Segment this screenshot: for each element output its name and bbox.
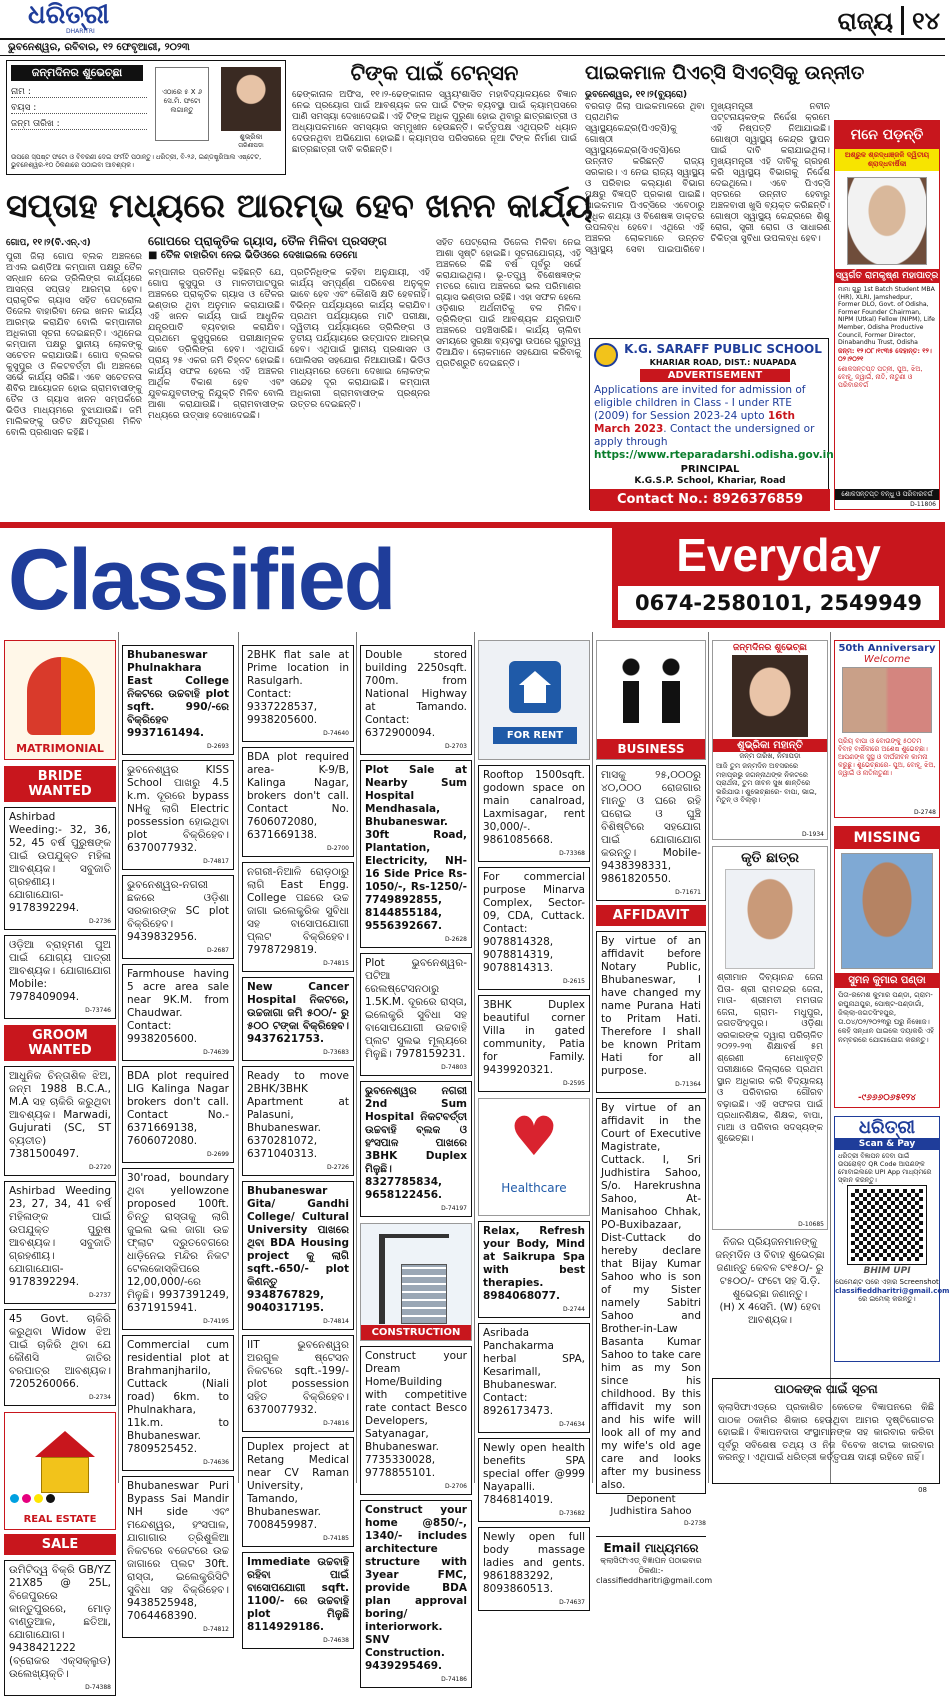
story-tink bbox=[292, 60, 577, 180]
classified-ad bbox=[4, 935, 116, 1019]
scan-mail-post: ରେ ଇମେଲ୍ କରନ୍ତୁ। bbox=[858, 1295, 916, 1303]
kuti-photo bbox=[725, 869, 815, 969]
anniversary-title: 50th Anniversary bbox=[838, 643, 936, 654]
scan-title: Scan & Pay bbox=[835, 1138, 939, 1150]
classified-ad-code: D-71671 bbox=[675, 889, 701, 896]
anniversary-code: D-2748 bbox=[913, 809, 936, 816]
classified-ad-code: D-74186 bbox=[441, 1676, 467, 1683]
column-rule bbox=[238, 632, 239, 1483]
classified-ad-text: Rooftop 1500sqft. godown space on main canalroad, Laxmisagar, rent 30,000/-. 9861085668. bbox=[483, 769, 585, 846]
classified-banner bbox=[0, 518, 945, 630]
email-title: Email ମାଧ୍ୟମରେ bbox=[603, 1541, 699, 1555]
classified-col5 bbox=[478, 640, 590, 1606]
classified-ad-text: 3BHK Duplex beautiful corner Villa in gated community, Patia for Family. 9439920321. bbox=[483, 999, 585, 1076]
obituary-dates: ଜନ୍ମ: ୧୨।୦୮।୧୯୩୫ ଦେହାନ୍ତ: ୧୨।୦୨।୨୦୨୧ bbox=[838, 347, 932, 363]
birthday-form bbox=[6, 60, 286, 175]
classified-ad bbox=[122, 1168, 234, 1330]
classified-ad bbox=[360, 1346, 472, 1495]
school-address: KHARIAR ROAD, DIST.: NUAPADA bbox=[649, 358, 797, 367]
classified-ad-code: D-2726 bbox=[326, 1164, 349, 1171]
logo-text: ଧରିତ୍ରୀ bbox=[28, 0, 110, 30]
classified-ad-text: 30'road, boundary ଥିବା yellowzone proposed 100ft. ଚିନ୍ତୁ ରାସ୍ତାକୁ ଲାଗି ଜୁଇଲ ଭଲ ଜାଗା ଉଚ୍ଚ ଫ୍ଲାଟ ଦ୍ରୁତବେଗରେ ଧାଡ଼ିନେଇ ମନ୍ଦିର ନିକଟ ଟେଲକୋସ୍କିପରେ 12,00,000/-ରେ ମିଳୁଛି। 9937391249, 6371915941. bbox=[127, 1172, 229, 1314]
deponent-label: Deponent bbox=[626, 1494, 676, 1505]
classified-ad-code: D-74803 bbox=[441, 1064, 467, 1071]
bday-text: ଆଜି ତୁମ ଜନ୍ମଦିନ ଅବସରରେ ମହାପ୍ରଭୁ ଜଗନ୍ନାଥଙ୍କ ନିକଟରେ ପ୍ରାର୍ଥନା, ତୁମ ଜୀବନ ସୁଖ ଶାନ୍ତିରେ ଭରିଯାଉ। ଶୁଭେଚ୍ଛାରେ- ବାପା, ଭାଇ, ମିତୁନ୍‌ ଓ ବିଲ୍ଲୁ। bbox=[716, 762, 817, 804]
classified-ad-text: New Cancer Hospital ନିକଟରେ, ଉଚ୍ଚଜାଗା ଜମି ୫୦୦/- ରୁ ୫୦୦ ଟଙ୍କା ବିକ୍ରିହେବ। 9437621753. bbox=[247, 981, 349, 1045]
masthead bbox=[0, 0, 945, 38]
classified-ad bbox=[360, 1500, 472, 1688]
classified-ad-text: ଓଡ଼ିଆ ବ୍ରାହ୍ମଣ ପୁଅ ପାଇଁ ଯୋଗ୍ୟ ପାତ୍ରୀ ଆବଶ୍ୟକ। ଯୋଗାଯୋଗ Mobile: 7978409094. bbox=[9, 939, 111, 1003]
col3-ads bbox=[242, 645, 354, 1649]
classified-ad bbox=[122, 645, 234, 755]
classified-ad-text: IIT ଭୁବନେଶ୍ୱର ଅରଗୁଳ ଷ୍ଟେସନ ନିକଟରେ sqft.-199/- plot possession ସହିତ ବିକ୍ରିହେବ। 6370077932. bbox=[247, 1339, 349, 1416]
sale-header: SALE bbox=[4, 1534, 116, 1555]
classified-ad bbox=[4, 807, 116, 930]
obituary-details: ମାମା ଗୁରୁ 1st Batch Student MBA (HR), XLRI, Jamshedpur, Former DLO, Govt. of Odisha, Former Founder Chairman, NIPM (Utkal) Fellow (NIPM), Life Member, Odisha Productive Council, Former Director, Dinabandhu Trust, Odisha bbox=[838, 286, 935, 347]
school-ad-deadline: 16th March 2023 bbox=[594, 410, 795, 435]
sample-photo-sub: ତାରିଣୀପଡା bbox=[238, 142, 264, 149]
school-ad-url[interactable]: https://www.rteparadarshi.odisha.gov.in bbox=[594, 449, 834, 461]
reg-dot bbox=[10, 1494, 19, 1503]
business-woman-icon bbox=[659, 657, 683, 723]
couple-icon bbox=[27, 657, 95, 735]
story-paikamal-dateline: ଭୁବନେଶ୍ୱର, ୧୧।୨(ବ୍ୟୁରୋ) bbox=[585, 90, 688, 100]
col4-ads-top bbox=[360, 645, 472, 1217]
classified-ad bbox=[478, 1221, 590, 1318]
classified-ad-text: Plot Sale at Nearby Sum Hospital Mendhasala, Bhubaneswar. 30ft Road, Plantation, Electricity, NH-16 Side Price Rs-1050/-, Rs-1250/- 7749892855, 8144855184, 9556392667. bbox=[365, 764, 467, 932]
missing-phone: -୯୬୬୬୦୬୫୧୨୪ bbox=[858, 1093, 916, 1103]
classified-ad bbox=[360, 760, 472, 948]
sample-photo bbox=[221, 67, 281, 131]
classified-ad-code: D-2734 bbox=[88, 1394, 111, 1401]
story-paikamal-headline: ପାଇକମାଳ ପିଏଚ୍‌ସି ସିଏଚ୍‌ସିକୁ ଉନ୍ନୀତ bbox=[585, 62, 865, 84]
classified-ad bbox=[478, 867, 590, 990]
classified-ad bbox=[4, 1309, 116, 1406]
classified-ad-text: ଭୁବନେଶ୍ୱର ନଗରୀ 2nd Sum Hospital ନିକଟବର୍ତ୍ତୀ ଉଚ୍ଚବାହି ବ୍ଲକ ଓ ହଂସପାଳ ପାଖରେ 3BHK Duplex ମିଳୁଛି। 8327785834, 9658122456. bbox=[365, 1085, 467, 1201]
bday-name: ଶୁଭ୍ରିକା ମହାନ୍ତି bbox=[713, 739, 827, 752]
birthday-field-name: ନାମ : bbox=[11, 87, 147, 98]
classified-ad bbox=[242, 1066, 354, 1176]
classified-ad bbox=[242, 1181, 354, 1330]
sale-ads bbox=[4, 1560, 116, 1696]
matrimonial-graphic bbox=[4, 640, 116, 760]
kuti-code: D-10685 bbox=[798, 1221, 824, 1228]
page-number: ୧୪ bbox=[912, 5, 940, 35]
classified-ad-code: D-74639 bbox=[203, 1049, 229, 1056]
classified-ad-code: D-74185 bbox=[323, 1535, 349, 1542]
column-rule bbox=[356, 632, 357, 1483]
classified-ad bbox=[242, 862, 354, 972]
classified-col4 bbox=[360, 640, 472, 1683]
banner-classified: Classified bbox=[8, 532, 395, 628]
bday-sub: ଜନ୍ମ ତାରିଖ, ନିମାପଡ଼ା bbox=[739, 752, 801, 760]
crane-icon bbox=[379, 1234, 385, 1324]
classified-ad-text: Bhubaneswar Gita/ Gandhi College/ Cultural University ପାଖରେ ଥିବା BDA Housing project କୁ ଲାଗି sqft.-650/- plot କିଣନ୍ତୁ 9348767829, 9040317195. bbox=[247, 1185, 349, 1314]
classified-ad-code: D-74636 bbox=[203, 1459, 229, 1466]
school-emblem bbox=[594, 343, 618, 367]
classified-ad-text: Double stored building 2250sqft. 700m. from National Highway at Tamando. Contact: 6372900094. bbox=[365, 649, 467, 739]
classified-ad-text: Farmhouse having 5 acre area sale near 9K.M. from Chaudwar. Contact: 9938205600. bbox=[127, 968, 229, 1045]
bride-wanted-header: BRIDE WANTED bbox=[4, 766, 116, 802]
classified-ad-code: D-2615 bbox=[562, 978, 585, 985]
bday-title: ଜନ୍ମଦିନର ଶୁଭେଚ୍ଛା bbox=[733, 643, 807, 653]
house-rent-body bbox=[524, 685, 546, 703]
classified-ad-code: D-73682 bbox=[559, 1510, 585, 1517]
email-block bbox=[596, 1536, 713, 1585]
classified-ad-text: ମାସକୁ ୨୫,୦୦୦ରୁ ୪୦,୦୦୦ ରୋଜଗାର ମାନ୍ତୁ ଓ ଘରେ ରହି ଘରୋଇ ଓ ଘୁଞ୍ଚି ବିଶିଷ୍ଟିରେ ସହଯୋଗ ପାଇଁ ଯୋଗାଯୋଗ କରନ୍ତୁ। Mobile- 9438398331, 9861820550. bbox=[601, 769, 701, 885]
deponent-code: D-2738 bbox=[683, 1520, 706, 1527]
classified-ad-code: D-2744 bbox=[562, 1306, 585, 1313]
matrimonial-label: MATRIMONIAL bbox=[16, 742, 104, 755]
main-story-headline: ସପ୍ତାହ ମଧ୍ୟରେ ଆରମ୍ଭ ହେବ ଖନନ କାର୍ଯ୍ୟ bbox=[6, 186, 593, 225]
bday-code: D-1934 bbox=[801, 831, 824, 838]
classified-ad bbox=[360, 953, 472, 1076]
school-ad-contact: Contact No.: 8926376859 bbox=[590, 489, 830, 511]
scan-pay-box bbox=[834, 1116, 949, 1362]
classified-ad-code: D-74634 bbox=[559, 1421, 585, 1428]
obituary-family: ଶୋକସନ୍ତପ୍ତ ପତ୍ନୀ, ପୁଅ, ଝିଅ, ବୋହୂ, ଜ୍ୱାଇଁ, ନାତି, ନାତୁଣୀ ଓ ପରିବାରବର୍ଗ bbox=[838, 365, 923, 389]
classified-ad bbox=[122, 1066, 234, 1163]
classified-ad bbox=[596, 765, 706, 901]
classified-ad-text: Newly open health benefits SPA special offer @999 Nayapalli. 7846814019. bbox=[483, 1442, 585, 1506]
obituary-name: ସ୍ୱର୍ଗତ ରାମକୃଷ୍ଣ ମହାପାତ୍ର bbox=[835, 271, 939, 281]
school-ad-heading: ADVERTISEMENT bbox=[640, 369, 790, 382]
classified-ad bbox=[4, 1181, 116, 1304]
main-story-col1: ପୁରୀ ଜିଲା ଗୋପ ବ୍ଲକ ଅଞ୍ଚଳରେ ଅଏଲ ଇଣ୍ଡିଆ କମ୍ପାନୀ ପକ୍ଷରୁ ତୈଳ ସନ୍ଧାନ ନେଇ ଡ୍ରିଲିଙ୍ଗ କାର୍ଯ୍ୟରେ ଆସନ୍ତା ସପ୍ତାହ ଆରମ୍ଭ ହେବ। ପ୍ରାକୃତିକ ଗ୍ୟାସ ସହିତ ପେଟ୍ରୋଲ ଡିଜେଲ ବାହାରିବା ନେଇ ଖନନ କାର୍ଯ୍ୟ ଆରମ୍ଭ କରାଯିବ ବୋଲି କମ୍ପାନୀର ଅଧିକାରୀ ସୂଚନା ଦେଇଛନ୍ତି। ଏଥିନେଇ କମ୍ପାନୀ ପକ୍ଷରୁ ସ୍ଥାନୀୟ ଲୋକଙ୍କୁ ସଚେତନ କରାଯାଉଛି। ଗୋପ ବ୍ଲକର କୁସୁପୁର ଓ ନିକଟବର୍ତ୍ତୀ ଗାଁ ଅଞ୍ଚଳରେ ସର୍ଭେ କାର୍ଯ୍ୟ ସରିଛି। ଏବେ ସଚେତନତା ଶିବିର ଆୟୋଜନ ହୋଇ ଗ୍ରାମବାସୀଙ୍କୁ ତୈଳ ଓ ଗ୍ୟାସ ଖନନ ସମ୍ପର୍କରେ ଭିଡିଓ ମାଧ୍ୟମରେ ବୁଝାଯାଉଛି। ଜମି ମାଲିକଙ୍କୁ ଉଚିତ କ୍ଷତିପୂରଣ ମିଳିବ ବୋଲି ପ୍ରଶାସନ କହିଛି। bbox=[6, 252, 142, 438]
banner-phones: 0674-2580101, 2549949 bbox=[618, 586, 939, 620]
classified-ad-code: D-2706 bbox=[444, 1483, 467, 1490]
for-rent-graphic bbox=[478, 640, 590, 760]
classified-ad-code: D-2703 bbox=[444, 743, 467, 750]
upi-logo: BHIM UPI bbox=[863, 1266, 911, 1276]
business-man-icon bbox=[619, 657, 643, 723]
classified-ad bbox=[122, 875, 234, 959]
heart-icon: ♥ bbox=[509, 1105, 559, 1168]
main-story-col4: ସହିତ ପେଟ୍ରୋଲ ଡିଜେଲ ମିଳିବା ନେଇ ଆଶା ସୃଷ୍ଟି ହୋଇଛି। ସୂଚନାଯୋଗ୍ୟ, ଏହି ଅଞ୍ଚଳରେ କିଛି ବର୍ଷ ପୂର୍ବରୁ ସର୍ଭେ କରାଯାଇଥିଲା। ଭୂ-ତତ୍ତ୍ୱ ବିଶେଷଜ୍ଞଙ୍କ ମତରେ ଗୋପ ଅଞ୍ଚଳରେ ଭଲ ପରିମାଣର ଗ୍ୟାସ ଭଣ୍ଡାର ରହିଛି। ଏହା ସଫଳ ହେଲେ ଓଡ଼ିଶାର ଅର୍ଥନୀତିକୁ ବଳ ମିଳିବ। ଡ୍ରିଲିଙ୍ଗ ପାଇଁ ଆବଶ୍ୟକ ଯନ୍ତ୍ରପାତି ଅଞ୍ଚଳରେ ପହଞ୍ଚିସାରିଛି। କାର୍ଯ୍ୟ ଚାଲିବା ସମୟରେ ସୁରକ୍ଷା ବ୍ୟବସ୍ଥା ଉପରେ ଗୁରୁତ୍ୱ ଦିଆଯିବ। ଲୋକମାନେ ସହଯୋଗ କରିବାକୁ ପ୍ରତିଶ୍ରୁତି ଦେଇଛନ୍ତି। bbox=[436, 238, 581, 369]
classified-ad-text: By virtue of an affidavit in the Court of Executive Magistrate, Cuttack. I, Sri Judhistira Sahoo, S/o. Harekrushna Sahoo, At-Manisahoo Chhak, PO-Buxibazaar, Dist-Cuttack do hereby declare that Bijay Kumar Sahoo who is son of my Sister namely Sabitri Sahoo and Brother-in-Law Basanta Kumar Sahoo to take care him as my Son since his childhood. By this affidavit my son and his wife will look all of my and my wife's old age care and looks after my business also. bbox=[601, 1102, 701, 1491]
classified-ad bbox=[4, 1560, 116, 1696]
classified-ad bbox=[478, 995, 590, 1092]
classified-ad-code: D-2736 bbox=[88, 918, 111, 925]
classified-ad-code: D-74817 bbox=[203, 858, 229, 865]
classified-ad-text: 2BHK flat sale at Prime location in Rasulgarh. Contact: 9337228537, 9938205600. bbox=[247, 649, 349, 726]
obituary-title: ମନେ ପଡ଼ନ୍ତି bbox=[835, 121, 939, 149]
section-name: ରାଜ୍ୟ bbox=[838, 6, 904, 35]
real-estate-graphic bbox=[4, 1412, 116, 1530]
classified-ad-code: D-74815 bbox=[323, 960, 349, 967]
classified-ad-code: D-74814 bbox=[323, 1318, 349, 1325]
kuti-text: ଶ୍ରୀମାନ ଦିବ୍ୟାନନ୍ଦ ଜେନା ପିତା- ଶ୍ରୀ ରାମଚନ୍ଦ୍ର ଜେନା, ମାତା- ଶ୍ରୀମତୀ ମମତାଜ ଜେନା, ଗ୍ରାମ- ମଧୁପୁର, ଜଗତସିଂହପୁର। ଓଡ଼ିଶା ସରକାରଙ୍କ ଦ୍ୱାରା ପରିଚାଳିତ ୨୦୨୨-୨୩ ଶିକ୍ଷାବର୍ଷ ୫ମ ଶ୍ରେଣୀ ମେଧାବୃତ୍ତି ପରୀକ୍ଷାରେ ଜିଲ୍ଲାରେ ପ୍ରଥମ ସ୍ଥାନ ଅଧିକାର କରି ବିଦ୍ୟାଳୟ ଓ ପରିବାରର ଗୌରବ ବଢ଼ାଇଛି। ଏହି ସଫଳତା ପାଇଁ ପ୍ରଧାନଶିକ୍ଷକ, ଶିକ୍ଷକ, ବାପା, ମାଆ ଓ ପରିବାର ସଦସ୍ୟଙ୍କ ଶୁଭେଚ୍ଛା। bbox=[717, 973, 823, 1144]
classified-ad-text: Asribada Panchakarma herbal SPA, Kesarimall, Bhubaneswar. Contact: 8926173473. bbox=[483, 1327, 585, 1417]
missing-photo bbox=[841, 853, 933, 969]
dateline: ଭୁବନେଶ୍ୱର, ରବିବାର, ୧୨ ଫେବୃଆରୀ, ୨୦୨୩ bbox=[8, 42, 190, 53]
classified-ad-text: Newly open full body massage ladies and gents. 9861883292, 8093860513. bbox=[483, 1531, 585, 1595]
groom-wanted-header: GROOM WANTED bbox=[4, 1025, 116, 1061]
classified-ad bbox=[360, 1081, 472, 1217]
classified-ad bbox=[4, 1066, 116, 1176]
healthcare-label: Healthcare bbox=[501, 1181, 567, 1195]
bday-photo bbox=[732, 655, 808, 737]
page-code: 08 bbox=[918, 1486, 927, 1494]
house-icon bbox=[35, 1431, 95, 1457]
masthead-logo bbox=[28, 2, 138, 36]
qr-code[interactable] bbox=[848, 1186, 926, 1264]
classified-ad-code: D-2693 bbox=[206, 743, 229, 750]
classified-ad-text: BDA plot required LIG Kalinga Nagar brokers don't call. Contact No.- 6371669138, 7606072080. bbox=[127, 1070, 229, 1147]
classified-ad-code: D-74812 bbox=[203, 1626, 229, 1633]
logo-subtext: DHARITRI bbox=[66, 28, 95, 35]
classified-ad-text: Immediate ଉଚ୍ଚବାହି ରହିବା ପାଇଁ ବାସୋପଯୋଗୀ sqft. 1100/- ରେ ଉଚ୍ଚବାହି plot ମିଳୁଛି 8114929186. bbox=[247, 1556, 349, 1633]
anniversary-text: ପ୍ରିୟ ବାପା ଓ ବୋଉଙ୍କୁ ୫୦ତମ ବିବାହ ବାର୍ଷିକୀରେ ଅଶେଷ ଶୁଭେଚ୍ଛା। ଆପଣଙ୍କ ସୁସ୍ଥ ଓ ଦୀର୍ଘଜୀବନ କାମନା କରୁଛୁ। ଶୁଭେଚ୍ଛାରେ- ପୁଅ, ବୋହୂ, ଝିଅ, ଜ୍ୱାଇଁ ଓ ନାତିନାତୁଣୀ। bbox=[838, 737, 936, 777]
classified-ad-code: D-74638 bbox=[323, 1637, 349, 1644]
classified-col8 bbox=[834, 640, 949, 1380]
school-ad-principal: PRINCIPAL bbox=[680, 464, 740, 475]
birthday-field-dob: ଜନ୍ମ ତାରିଖ : bbox=[11, 119, 147, 130]
rent-ads bbox=[478, 765, 590, 1092]
classified-ad bbox=[596, 1098, 706, 1494]
photo-placeholder: ଏଠାରେ ୫ X ୬ ସେ.ମି. ଫଟୋ ଲଗାନ୍ତୁ bbox=[155, 67, 209, 141]
classified-ad-text: Relax, Refresh your Body, Mind at Saikrupa Spa with best therapies. 8984068077. bbox=[483, 1225, 585, 1302]
business-ads bbox=[596, 765, 706, 901]
health-ads bbox=[478, 1221, 590, 1611]
missing-title: MISSING bbox=[835, 827, 939, 849]
scan-mail[interactable]: classifieddharitri@gmail.com bbox=[835, 1287, 949, 1295]
classified-ad-code: D-2700 bbox=[326, 845, 349, 852]
classified-ad-text: For commercial purpose Minarva Complex, Sector-09, CDA, Cuttack. Contact: 9078814328, 9078814319, 9078814313. bbox=[483, 871, 585, 974]
footer-registration bbox=[10, 1488, 930, 1498]
school-name: K.G. SARAFF PUBLIC SCHOOL bbox=[624, 342, 822, 356]
missing-name: ସୁମନ କୁମାର ପଣ୍ଡା bbox=[835, 973, 939, 988]
classified-ad-code: D-2595 bbox=[562, 1080, 585, 1087]
classified-col3 bbox=[242, 640, 354, 1644]
house-rent-roof bbox=[519, 671, 551, 685]
classified-ad-text: Ashirbad Weeding:- 32, 36, 52, 45 ବର୍ଷ ପୁରୁଷଙ୍କ ପାଇଁ ଉପଯୁକ୍ତ ମହିଳା ଆବଶ୍ୟକ। ସବୁଜାତି ଗ୍ରହଣୀୟ। ଯୋଗାଯୋଗ- 9178392294. bbox=[9, 811, 111, 914]
banner-everyday: Everyday bbox=[676, 529, 881, 581]
obituary-subtitle: ଅଶ୍ରୁଳ ଶ୍ରଦ୍ଧାଞ୍ଜଳି ଦ୍ୱିତୀୟ ଶ୍ରାଦ୍ଧବାର୍ଷିକୀ bbox=[835, 149, 939, 171]
reader-notice-body: କ୍ଲାସିଫାଏଡ୍‌ରେ ପ୍ରକାଶିତ କେତେକ ବିଜ୍ଞାପନରେ କିଛି ପାଠକ ଠକାମିର ଶିକାର ହେଉଥିବା ଆମର ଦୃଷ୍ଟିଗୋଚର ହୋଇଛି। ବିଜ୍ଞାପନଦାତା ସଂସ୍ଥାମାନଙ୍କ ସହ କାରବାର କରିବା ପୂର୍ବରୁ ସବିଶେଷ ତଥ୍ୟ ଓ ନିଜ ବିବେକ ଖଟାଇ କାରବାର କରନ୍ତୁ। ଏଥିପାଇଁ ଧରିତ୍ରୀ କର୍ତ୍ତୃପକ୍ଷ ଦାୟୀ ରହିବେ ନାହିଁ। bbox=[718, 1402, 934, 1463]
classified-ad-code: D-2628 bbox=[444, 936, 467, 943]
classified-ad-text: Construct your home @850/-, 1340/- includes architecture structure with 3year FMC, provide BDA plan approval boring/ interiorwork. SNV Construction. 9439295469. bbox=[365, 1504, 467, 1672]
school-ad-school: K.G.S.P. School, Khariar, Road bbox=[634, 476, 786, 486]
classified-ad bbox=[478, 1438, 590, 1522]
classified-ad-text: ନଗରୀ-ନିଆଳି ରୋଡ଼ଠାରୁ ଲାଗି East Engg. College ପଛରେ ଉଚ୍ଚ ଜାଗା ଇଲେକ୍ଟ୍ରିକ ସୁବିଧା ସହ ବାସୋପଯୋଗୀ ପ୍ଲଟ ବିକ୍ରିହେବ। 7978729819. bbox=[247, 866, 349, 956]
classified-ad-code: D-73746 bbox=[85, 1007, 111, 1014]
story-paikamal bbox=[585, 60, 865, 335]
classified-col1 bbox=[4, 640, 116, 1691]
main-story-kicker: ଗୋପରେ ପ୍ରାକୃତିକ ଗ୍ୟାସ, ତୈଳ ମିଳିବା ପ୍ରସଙ୍ଗ bbox=[148, 234, 387, 248]
scan-logo: ଧରିତ୍ରୀ bbox=[858, 1117, 916, 1138]
construction-graphic bbox=[360, 1223, 472, 1341]
classified-ad-text: Plot ଭୁବନେଶ୍ୱର- ପଟିଆ ରେଲଷ୍ଟେସନଠାରୁ 1.5K.M. ଦୂରରେ ରାସ୍ତା, ଇଲେକ୍ଟ୍ରି ସୁବିଧା ସହ ବାସୋପଯୋଗୀ ଉଚ୍ଚବାହି ପ୍ଲଟ ସୁଲଭ ମୂଲ୍ୟରେ ମିଳୁଛି। 7978159231. bbox=[365, 957, 467, 1060]
crane-arm bbox=[379, 1234, 449, 1238]
story-paikamal-body: ବରଗଡ଼ ଜିଲା ପାଇକମାଳରେ ଥିବା ପ୍ରାଥମିକ ସ୍ୱାସ୍ଥ୍ୟକେନ୍ଦ୍ର(ପିଏଚ୍‌ସି)କୁ ଗୋଷ୍ଠୀ ସ୍ୱାସ୍ଥ୍ୟକେନ୍ଦ୍ର(ସିଏଚ୍‌ସି)ରେ ଉନ୍ନୀତ କରିଛନ୍ତି ରାଜ୍ୟ ସରକାର। ଏ ନେଇ ରାଜ୍ୟ ସ୍ୱାସ୍ଥ୍ୟ ଓ ପରିବାର କଲ୍ୟାଣ ବିଭାଗ ପକ୍ଷରୁ ବିଜ୍ଞପ୍ତି ପ୍ରକାଶ ପାଇଛି। ପାଇକମାଳ ପିଏଚ୍‌ସିରେ ଏବେଠାରୁ ଅଧିକ ଶଯ୍ୟା ଓ ବିଶେଷଜ୍ଞ ଡାକ୍ତର ଉପଲବ୍ଧ ହେବେ। ଏଥିରେ ଏହି ଅଞ୍ଚଳର ଲୋକମାନେ ଉନ୍ନତ ସ୍ୱାସ୍ଥ୍ୟ ସେବା ପାଇପାରିବେ। ମୁଖ୍ୟମନ୍ତ୍ରୀ ନବୀନ ପଟ୍ଟନାୟକଙ୍କ ନିର୍ଦ୍ଦେଶ କ୍ରମେ ଏହି ନିଷ୍ପତ୍ତି ନିଆଯାଇଛି। ଗୋଷ୍ଠୀ ସ୍ୱାସ୍ଥ୍ୟ କେନ୍ଦ୍ର ସ୍ଥାପନ ପାଇଁ ଦାବି କରାଯାଇଥିଲା। ମୁଖ୍ୟମନ୍ତ୍ରୀ ଏହି ଦାବିକୁ ଗ୍ରହଣ କରି ସ୍ୱାସ୍ଥ୍ୟ ବିଭାଗକୁ ନିର୍ଦ୍ଦେଶ ଦେଇଥିଲେ। ଏବେ ପିଏଚ୍‌ସି ସ୍ତରରେ ଉନ୍ନୀତ ହେବାରୁ ଅଞ୍ଚଳବାସୀ ଖୁସି ବ୍ୟକ୍ତ କରିଛନ୍ତି। ଗୋଷ୍ଠୀ ସ୍ୱାସ୍ଥ୍ୟ କେନ୍ଦ୍ରରେ ଶିଶୁ ରୋଗ, ସ୍ତ୍ରୀ ରୋଗ ଓ ସାଧାରଣ ଚିକିତ୍ସା ସୁବିଧା ଉପଲବ୍ଧ ହେବ। bbox=[585, 102, 830, 255]
anniversary-welcome: Welcome bbox=[863, 654, 911, 665]
classified-ad-text: Duplex project at Retang Medical near CV Raman University, Tamando, Bhubaneswar. 7008459987. bbox=[247, 1441, 349, 1531]
deponent-block bbox=[596, 1494, 706, 1530]
classified-ad-code: D-74816 bbox=[323, 1420, 349, 1427]
kuti-box bbox=[712, 846, 828, 1230]
for-rent-label: FOR RENT bbox=[493, 727, 577, 744]
reg-dot bbox=[46, 1494, 55, 1503]
business-label: BUSINESS bbox=[597, 739, 705, 759]
classified-ad bbox=[122, 1335, 234, 1471]
classified-ad-code: D-2737 bbox=[88, 1292, 111, 1299]
classified-ad bbox=[242, 1552, 354, 1649]
school-ad bbox=[589, 338, 834, 510]
classified-ad-text: BDA plot required area- K-9/B, Kalinga Nagar, brokers don't call. Contact No. 7606072080, 6371669138. bbox=[247, 751, 349, 841]
classified-ad bbox=[122, 760, 234, 870]
classified-ad-code: D-71364 bbox=[675, 1081, 701, 1088]
construction-label: CONSTRUCTION bbox=[361, 1325, 471, 1340]
column-rule bbox=[830, 632, 831, 1483]
classified-ad-text: Bhubaneswar Puri Bypass Sai Mandir NH side ଏବଂ ମନ୍ଦେଶ୍ୱର, ହଂସପାଳ, ଯାଗାଗାର ତ୍ରିଶୁଳିଆ ନିକଟରେ ବଜେଟରେ ଉଚ୍ଚ ଜାଗାରେ ପ୍ଲଟ 30ft. ରାସ୍ତା, ଇଲେକ୍ଟ୍ରିସିଟି ସୁବିଧା ସହ ବିକ୍ରିହେବ। 9438525948, 7064468390. bbox=[127, 1480, 229, 1622]
classified-ad-code: D-73683 bbox=[323, 1049, 349, 1056]
reader-notice-title: ପାଠକଙ୍କ ପାଇଁ ସୂଚନା bbox=[774, 1382, 878, 1396]
page-label bbox=[792, 4, 940, 36]
dateline-bar bbox=[0, 38, 945, 56]
classified-ad-code: D-74197 bbox=[441, 1205, 467, 1212]
reg-dot bbox=[22, 1494, 31, 1503]
obituary-footer: ଶୋକସନ୍ତପ୍ତ ବନ୍ଧୁ ଓ ପରିବାରବର୍ଗ bbox=[835, 489, 939, 500]
reader-notice bbox=[712, 1378, 940, 1484]
classified-ad bbox=[242, 1335, 354, 1432]
missing-box bbox=[834, 826, 940, 1108]
classified-ad-code: D-2720 bbox=[88, 1164, 111, 1171]
business-graphic bbox=[596, 640, 706, 760]
classified-col6 bbox=[596, 640, 713, 1585]
birthday-footnote: ଉପରେ ସ୍ପଷ୍ଟ ଫଟୋ ଓ ବିବରଣୀ ଦେଇ ଫର୍ମଟି ପଠାନ୍ତୁ। ଧରିତ୍ରୀ, ବି-୨୬, ଇଣ୍ଡଷ୍ଟ୍ରିଆଲ ଏଷ୍ଟେଟ, ଭୁବନେଶ୍ୱର-୧୦ ଠିକଣାରେ ପଠାଇବା ଆବଶ୍ୟକ। bbox=[11, 153, 262, 169]
classified-ad-text: ଭୁବନେଶ୍ୱର-ନଗରୀ ଛକରେ ଓଡ଼ିଶା ସରକାରଙ୍କ SC plot ବିକ୍ରିହେବ। 9439832956. bbox=[127, 879, 229, 943]
reg-dot bbox=[34, 1494, 43, 1503]
birthday-field-age: ବୟସ : bbox=[11, 103, 147, 114]
main-story-col2: କମ୍ପାନୀର ପ୍ରତିନିଧି କହିଛନ୍ତି ଯେ, ଗୋପ କୁସୁପୁର ଓ ମାଳତୀପାଟପୁର ଅଞ୍ଚଳରେ ପ୍ରାକୃତିକ ଗ୍ୟାସ ଓ ତୈଳର ଭଣ୍ଡାର ଥିବା ଅନୁମାନ କରାଯାଉଛି। ଏହି ଖନନ କାର୍ଯ୍ୟ ପାଇଁ ଆଧୁନିକ ଯନ୍ତ୍ରପାତି ବ୍ୟବହାର କରାଯିବ। ପ୍ରଥମେ କୁସୁପୁରରେ ପରୀକ୍ଷାମୂଳକ ଭାବେ ଡ୍ରିଲିଙ୍ଗ ହେବ। ଏଥିପାଇଁ ପ୍ରାୟ ୨୫ ଏକର ଜମି ଚିହ୍ନଟ ହୋଇଛି। କାର୍ଯ୍ୟ ସଫଳ ହେଲେ ଏହି ଅଞ୍ଚଳର ଆର୍ଥିକ ବିକାଶ ହେବ ଏବଂ ଯୁବକଯୁବତୀଙ୍କୁ ନିଯୁକ୍ତି ମିଳିବ ବୋଲି ଆଶା କରାଯାଉଛି। ଗ୍ରାମବାସୀଙ୍କ ମଧ୍ୟରେ ଉତ୍ସାହ ଦେଖାଦେଇଛି। bbox=[148, 268, 284, 421]
main-story-dateline: ଗୋପ, ୧୧।୨(ବି.ଏନ୍‌.ଏ) bbox=[6, 238, 91, 248]
healthcare-graphic bbox=[478, 1098, 590, 1216]
classified-ad bbox=[478, 1527, 590, 1611]
classified-ad-code: D-74640 bbox=[323, 730, 349, 737]
anniversary-box bbox=[834, 640, 940, 818]
classified-ad bbox=[122, 1476, 234, 1638]
classified-ad-code: D-2687 bbox=[206, 947, 229, 954]
classified-ad-text: By virtue of an affidavit before Notary Public, Bhubaneswar, I have changed my name Purana Hati to Pritam Hati. Therefore I shall be known Pritam Hati for all purpose. bbox=[601, 935, 701, 1077]
bday-box bbox=[712, 640, 828, 840]
column-rule bbox=[474, 632, 475, 1483]
classified-ad bbox=[596, 931, 706, 1093]
classified-ad bbox=[242, 977, 354, 1061]
classified-ad bbox=[242, 747, 354, 857]
classified-ad-code: D-74388 bbox=[85, 1684, 111, 1691]
anniversary-photo bbox=[842, 667, 932, 733]
building-icon bbox=[401, 1264, 447, 1324]
classified-ad-text: 45 Govt. ଚାକିରି କରୁଥିବା Widow ଝିଅ ପାଇଁ ଚାକିରି ଥିବା ଯେ କୌଣସି ଜାତିର ବରପାତ୍ର ଆବଶ୍ୟକ। 7205260066. bbox=[9, 1313, 111, 1390]
classified-ad-code: D-73368 bbox=[559, 850, 585, 857]
classified-ad-text: Ready to move 2BHK/3BHK Apartment at Palasuni, Bhubaneswar. 6370281072, 6371040313. bbox=[247, 1070, 349, 1160]
classified-ad-text: Bhubaneswar Phulnakhara East College ନିକଟରେ ଉଚ୍ଚବାହି plot sqft. 990/-ରେ ବିକ୍ରିହେବ 9937161494. bbox=[127, 649, 229, 739]
affidavit-ads bbox=[596, 931, 706, 1494]
obituary-photo bbox=[847, 177, 927, 265]
missing-text: ପିତା-ରମେଶ କୁମାର ପଣ୍ଡା, ଗ୍ରାମ-ରଘୁନାଥପୁର, ପୋଷ୍ଟ-ପଣ୍ଡାଗାଁ, ଜିଲ୍ଲା-ଜଗତସିଂହପୁର, ତା.୦୪/୦୨/୨୦୨୩ରୁ ଘରୁ ନିଖୋଜ। କେହି ସନ୍ଧାନ ପାଇଲେ ଦୟାକରି ଏହି ନମ୍ବରରେ ଯୋଗାଯୋଗ କରନ୍ତୁ। bbox=[838, 991, 935, 1044]
real-estate-label: REAL ESTATE bbox=[23, 1514, 97, 1525]
scan-text: ଧରିତ୍ରୀ ବିଜ୍ଞାପନ ଦେବା ପାଇଁ ଉପରୋକ୍ତ QR Code ଆପଣଙ୍କ ମୋବାଇଲରେ UPI App ମାଧ୍ୟମରେ ସ୍କାନ କରନ୍ତୁ। bbox=[838, 1152, 932, 1184]
classified-ad-text: Commercial cum residential plot at Brahmanjharilo, Cuttack (Niali road) 6km. to Phulnakhara, 11k.m. to Bhubaneswar. 7809525452. bbox=[127, 1339, 229, 1455]
email-sub: କ୍ଲାସିଫାଏଡ୍ ବିଜ୍ଞାପନ ପଠାଇବାର ଠିକଣା:- bbox=[600, 1556, 702, 1575]
groom-ads bbox=[4, 1066, 116, 1406]
classified-ad bbox=[122, 964, 234, 1061]
classified-col7 bbox=[712, 640, 828, 1400]
main-story-col3: ପ୍ରତିନିଧିଙ୍କ କହିବା ଅନୁଯାୟୀ, ଏହି କାର୍ଯ୍ୟ ସମ୍ପୂର୍ଣ୍ଣ ପରିବେଶ ଅନୁକୂଳ ଭାବେ ହେବ ଏବଂ କୌଣସି କ୍ଷତି ହେବନାହିଁ। ବିଭିନ୍ନ ପର୍ଯ୍ୟାୟରେ କାର୍ଯ୍ୟ କରାଯିବ। ପ୍ରଥମ ପର୍ଯ୍ୟାୟରେ ମାଟି ପରୀକ୍ଷା, ଦ୍ୱିତୀୟ ପର୍ଯ୍ୟାୟରେ ଡ୍ରିଲିଙ୍ଗ ଓ ତୃତୀୟ ପର୍ଯ୍ୟାୟରେ ଉତ୍ପାଦନ ଆରମ୍ଭ ହେବ। ଏଥିପାଇଁ ସ୍ଥାନୀୟ ପ୍ରଶାସନ ଓ ପୋଲିସର ସହଯୋଗ ନିଆଯାଉଛି। ଭିଡିଓ ମାଧ୍ୟମରେ ଡେମୋ ଦେଖାଇ ଲୋକଙ୍କ ସନ୍ଦେହ ଦୂର କରାଯାଇଛି। କମ୍ପାନୀ ଅଧିକାରୀ ଗ୍ରାମବାସୀଙ୍କ ପ୍ରଶ୍ନର ଉତ୍ତର ଦେଇଛନ୍ତି। bbox=[290, 268, 430, 410]
column-rule bbox=[708, 632, 709, 1483]
story-tink-headline: ଟିଙ୍କ ପାଇଁ ଟେନ୍‌ସନ bbox=[350, 60, 519, 85]
school-ad-body: Applications are invited for admission of eligible children in Class - I under RTE (2009) for Session 2023-24 upto 16th March 2023. Contact the undersigned or apply through https://www.rteparadarshi.odisha.gov.in bbox=[594, 384, 834, 461]
scan-mail-pre: ପେମେଣ୍ଟ ପରେ ଏହାର Screenshot bbox=[835, 1278, 939, 1286]
classified-ad-text: Construct your Dream Home/Building with competitive rate contact Besco Developers, Satyanagar, Bhubaneswar. 7735330028, 9778855101. bbox=[365, 1350, 467, 1479]
promo-text: ନିଜର ପ୍ରିୟଜନମାନଙ୍କୁ ଜନ୍ମଦିନ ଓ ବିବାହ ଶୁଭେଚ୍ଛା ଜଣାନ୍ତୁ କେବଳ ଟ୧୫୦/- ରୁ ଟ୫୦୦/- ଫଟୋ ସହ ସି.ଡ଼ି. ଶୁଭେଚ୍ଛା ଜଣାନ୍ତୁ। bbox=[715, 1237, 825, 1300]
classified-ad-text: ଆଧୁନିକ ଚିନ୍ତାଶିଳ ଝିଅ, ଜନ୍ମ 1988 B.C.A., M.A ସହ ଚାକିରି କରୁଥିବା ଆବଶ୍ୟକ। Marwadi, Gujurati (SC, ST ବ୍ୟତୀତ) 7381500497. bbox=[9, 1070, 111, 1160]
column-rule bbox=[592, 632, 593, 1483]
classified-ad-text: ଉମିଟିଦ୍ୱ ବିକ୍ରି GB/YZ 21X85 @ 25L, ବିଜେପୁରରେ କାନ୍ତୁପୁରରେ, ମୋଡ଼ ବାଣ୍ଡୁଆଳ, ଛତିଆ, ଯୋଗାଯୋଗ। 9438421222 (ବ୍ରୋକର ଏକ୍ସକ୍ଲୁଡ) ଉଲେଖ୍ୟକ୍ତି। bbox=[9, 1564, 111, 1680]
classified-ad bbox=[478, 1323, 590, 1433]
classified-ad-code: D-74195 bbox=[203, 1318, 229, 1325]
classified-col2 bbox=[122, 640, 234, 1633]
classified-ad-code: D-74637 bbox=[559, 1599, 585, 1606]
email-address[interactable]: classifieddharitri@gmail.com bbox=[596, 1576, 713, 1585]
promo-box bbox=[712, 1236, 828, 1327]
sample-photo-name: ଶୁଭ୍ରିକା bbox=[239, 133, 263, 141]
column-rule bbox=[118, 632, 119, 1483]
promo-size: (H) X 4ସେମି. (W) ହେବା ଆବଶ୍ୟକ। bbox=[719, 1302, 821, 1326]
birthday-form-title: ଜନ୍ମଦିନର ଶୁଭେଚ୍ଛା bbox=[11, 65, 143, 81]
classified-ad bbox=[242, 645, 354, 742]
deponent-name: Judhistira Sahoo bbox=[610, 1506, 692, 1517]
classified-ad bbox=[478, 765, 590, 862]
obituary-code: D-11806 bbox=[910, 501, 936, 508]
main-story-subkicker: ■ ତୈଳ ବାହାରିବା ନେଇ ଭିଡିଓରେ ଦେଖାଇଲେ ଡେମୋ bbox=[148, 250, 358, 261]
classified-ad-code: D-2699 bbox=[206, 1151, 229, 1158]
col4-ads-bottom bbox=[360, 1346, 472, 1688]
story-tink-body: ଢେଙ୍କାନାଳ ଅଫିସ, ୧୧।୨-ଢେଙ୍କାନାଳ ସ୍ୱୟଂଶାସିତ ମହାବିଦ୍ୟାଳୟରେ ବିଜ୍ଞାନ ନେଇ ପ୍ରୟୋଗ ପାଇଁ ଆବଶ୍ୟକ ଜଳ ପାଇଁ ଟିଙ୍କ ବ୍ୟବସ୍ଥା ପାଇଁ କ୍ୟାମ୍ପସରେ ପାଣି ସମସ୍ୟା ଦେଖାଦେଇଛି। ଏହି ଟିଙ୍କ ଅଧିକ ପୁରୁଣା ହୋଇ ଥିବାରୁ ଛାତ୍ରଛାତ୍ରୀ ଓ ଅଧ୍ୟାପକମାନେ ସମସ୍ୟାର ସମ୍ମୁଖୀନ ହେଉଛନ୍ତି। କର୍ତ୍ତୃପକ୍ଷ ଏଥିପ୍ରତି ଧ୍ୟାନ ଦେଉନଥିବା ଅଭିଯୋଗ ହୋଇଛି। କ୍ୟାମ୍ପସ ପରିସରରେ ନୂଆ ଟିଙ୍କ ନିର୍ମାଣ ପାଇଁ ଛାତ୍ରଛାତ୍ରୀ ଦାବି କରିଛନ୍ତି। bbox=[292, 90, 577, 155]
obituary-box bbox=[834, 120, 940, 510]
banner-right bbox=[612, 526, 945, 628]
bride-ads bbox=[4, 807, 116, 1019]
kuti-title: କୃତି ଛାତ୍ର bbox=[741, 850, 799, 866]
classified-ad-text: ଭୁବନେଶ୍ୱର KISS School ପାଖରୁ 4.5 k.m. ଦୂରରେ bypass NHକୁ ଲାଗି Electric possession ହୋଇଥିବା plot ବିକ୍ରିହେବ। 6370077932. bbox=[127, 764, 229, 854]
classified-ad-text: Ashirbad Weeding 23, 27, 34, 41 ବର୍ଷ ମହିଳାଙ୍କ ପାଇଁ ଉପଯୁକ୍ତ ପୁରୁଷ ଆବଶ୍ୟକ। ସବୁଜାତି ଗ୍ରହଣୀୟ। ଯୋଗାଯୋଗ- 9178392294. bbox=[9, 1185, 111, 1288]
affidavit-header: AFFIDAVIT bbox=[596, 905, 706, 926]
classified-ad bbox=[360, 645, 472, 755]
